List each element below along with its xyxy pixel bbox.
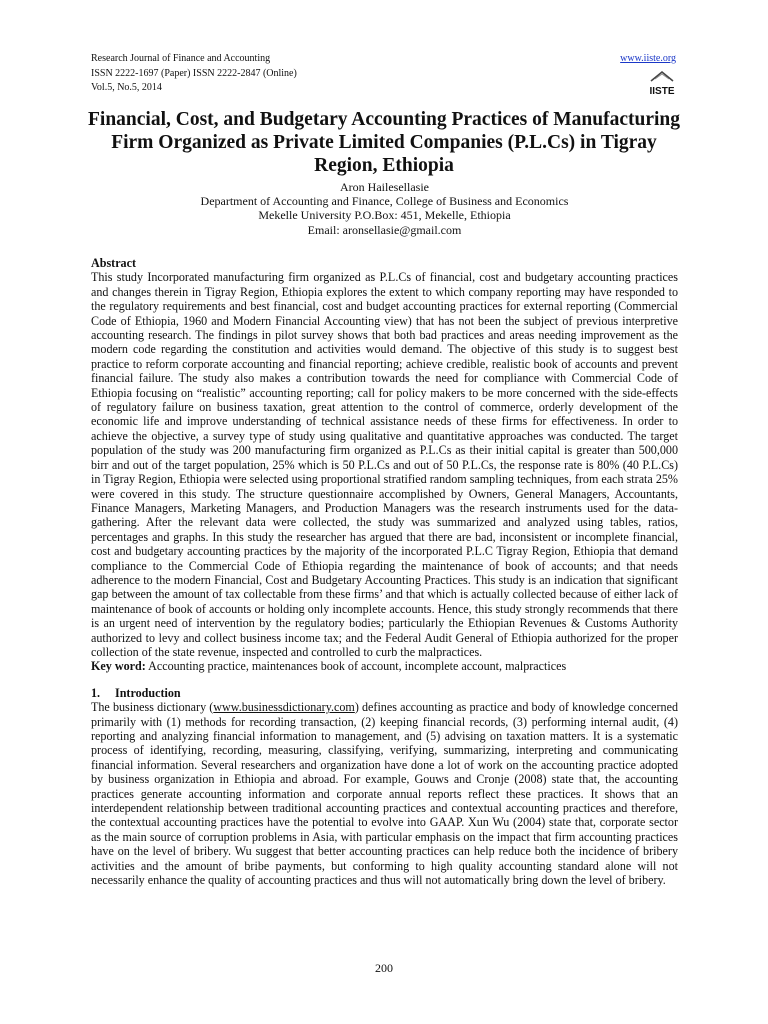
intro-text-rest: ) defines accounting as practice and body of knowledge concerned primarily with (1) methods for recording transaction, (2) keeping financial records, (3) performing internal audit, (4) reporting and analyzing financial information to management, and (5) advising on taxation matters. It is a systematic process of identifying, recording, measuring, classifying, verifying, summarizing, interpreting and communicating financial information. Several researchers and organization have done a lot of work on the accounting practice adopted by business organization in Ethiopia and abroad. For example, Gouws and Cronje (2008) state that, the accounting practices generate accounting information and corporate annual reports reflect these practices. It shows that an interdependent relationship between traditional accounting practices and contextual accounting practices and therefore, the contextual accounting practices have the potential to evolve into GAAP. Xun Wu (2004) state that, corporate sector as the main source of corruption problems in Asia, with particular emphasis on the impact that firm accounting practices have on the level of bribery. Wu suggest that better accounting practices can help reduce both the incidence of bribery activities and the amount of bribe payments, but conforming to high quality accounting standard alone will not necessarily enhance the quality of accounting practices and thus will not automatically bring down the level of bribery. <box>91 700 678 888</box>
keywords-text: Accounting practice, maintenances book of account, incomplete account, malpractices <box>148 659 567 674</box>
section-number: 1. <box>91 685 101 700</box>
author-block <box>91 180 678 237</box>
abstract-heading: Abstract <box>91 256 137 270</box>
author-email: Email: aronsellasie@gmail.com <box>307 222 462 237</box>
journal-issn: ISSN 2222-1697 (Paper) ISSN 2222-2847 (Online) <box>91 67 297 79</box>
keywords <box>91 659 678 673</box>
abstract-text: This study Incorporated manufacturing firm organized as P.L.Cs of financial, cost and budgetary accounting practices and changes therein in Tigray Region, Ethiopia explores the extent to which company reporting may have responded to the regulatory requirements and best financial, cost and budget accounting practices for external reporting (Commercial Code of Ethiopia, 1960 and Modern Financial Accounting view) that has not been the subject of previous interpretive accounting research. The findings in pilot survey shows that both bad practices and areas needing improvement as the modern code regarding the constitution and activities would demand. The objective of this study is to suggest best practice to reform corporate accounting and financial reporting; achieve credible, realistic book of accounts and prevent financial failure. The study also makes a contribution towards the need for compliance with Commercial Code of Ethiopia focusing on “realistic” accounting reporting; call for policy makers to be more concerned with the side-effects of regulatory failure on business taxation, great attention to the control of commerce, orderly development of the economic life and improve understanding of technical assistance needs of these firms for effectiveness. In order to achieve the objective, a survey type of study using qualitative and quantitative approaches was conducted. The target population of the study was 200 manufacturing firm organized as P.L.Cs as their initial capital is greater than 500,000 birr and out of the target population, 25% which is 50 P.L.Cs and out of 50 P.L.Cs, the response rate is 80% (40 P.L.Cs) in Tigray Region, Ethiopia were selected using proportional stratified random sampling techniques, from each strata 25% were covered in this study. The structure questionnaire accomplished by Owners, General Managers, Accountants, Finance Managers, Marketing Managers, and Production Managers was the research instruments used for the data-gathering. After the relevant data were collected, the study was summarized and analyzed using tables, ratios, percentages and graphs. In this study the researcher has argued that there are bad, inconsistent or incomplete financial, cost and budgetary accounting practices by the majority of the incorporated P.L.C Tigray Region, Ethiopia that demand compliance to the Commercial Code of Ethiopia regarding the maintenance of book of accounts; and that needs adherence to the modern Financial, Cost and Budgetary Accounting Practices. This study is an indication that significant gap between the amount of tax collectable from these firms’ and that which is actually collected because of either lack of maintenance of book of accounts or holding only incomplete accounts. Hence, this study strongly recommends that there is an urgent need of intervention by the regulatory bodies; particularly the Ethiopian Revenues & Customs Authority authorized to levy and collect business income tax; and the Federal Audit General of Ethiopia authorized for the proper collection of the state revenue, inspected and controlled to curb the malpractices. <box>91 270 678 659</box>
section-heading-introduction <box>91 686 678 700</box>
author-department: Department of Accounting and Finance, College of Business and Economics <box>200 194 569 209</box>
keywords-label: Key word: <box>91 659 146 674</box>
paper-body <box>91 256 678 887</box>
section-title: Introduction <box>115 685 181 700</box>
journal-website-link[interactable]: www.iiste.org <box>620 53 676 64</box>
business-dictionary-link[interactable]: www.businessdictionary.com <box>213 700 355 715</box>
intro-text-start: The business dictionary ( <box>91 700 214 715</box>
journal-volume: Vol.5, No.5, 2014 <box>91 82 162 93</box>
journal-info <box>91 52 297 96</box>
intro-text <box>91 700 678 887</box>
paper-title: Financial, Cost, and Budgetary Accounting Practices of Manufacturing Firm Organized as Private Limited Companies (P.L.Cs) in Tigray Region, Ethiopia <box>87 109 681 176</box>
journal-header <box>91 52 678 102</box>
author-name: Aron Hailesellasie <box>340 180 429 194</box>
logo-text: IISTE <box>649 86 675 97</box>
page-number: 200 <box>375 961 393 975</box>
author-university: Mekelle University P.O.Box: 451, Mekelle, Ethiopia <box>258 208 511 223</box>
iiste-logo <box>648 70 676 98</box>
journal-name: Research Journal of Finance and Accounting <box>91 53 271 64</box>
